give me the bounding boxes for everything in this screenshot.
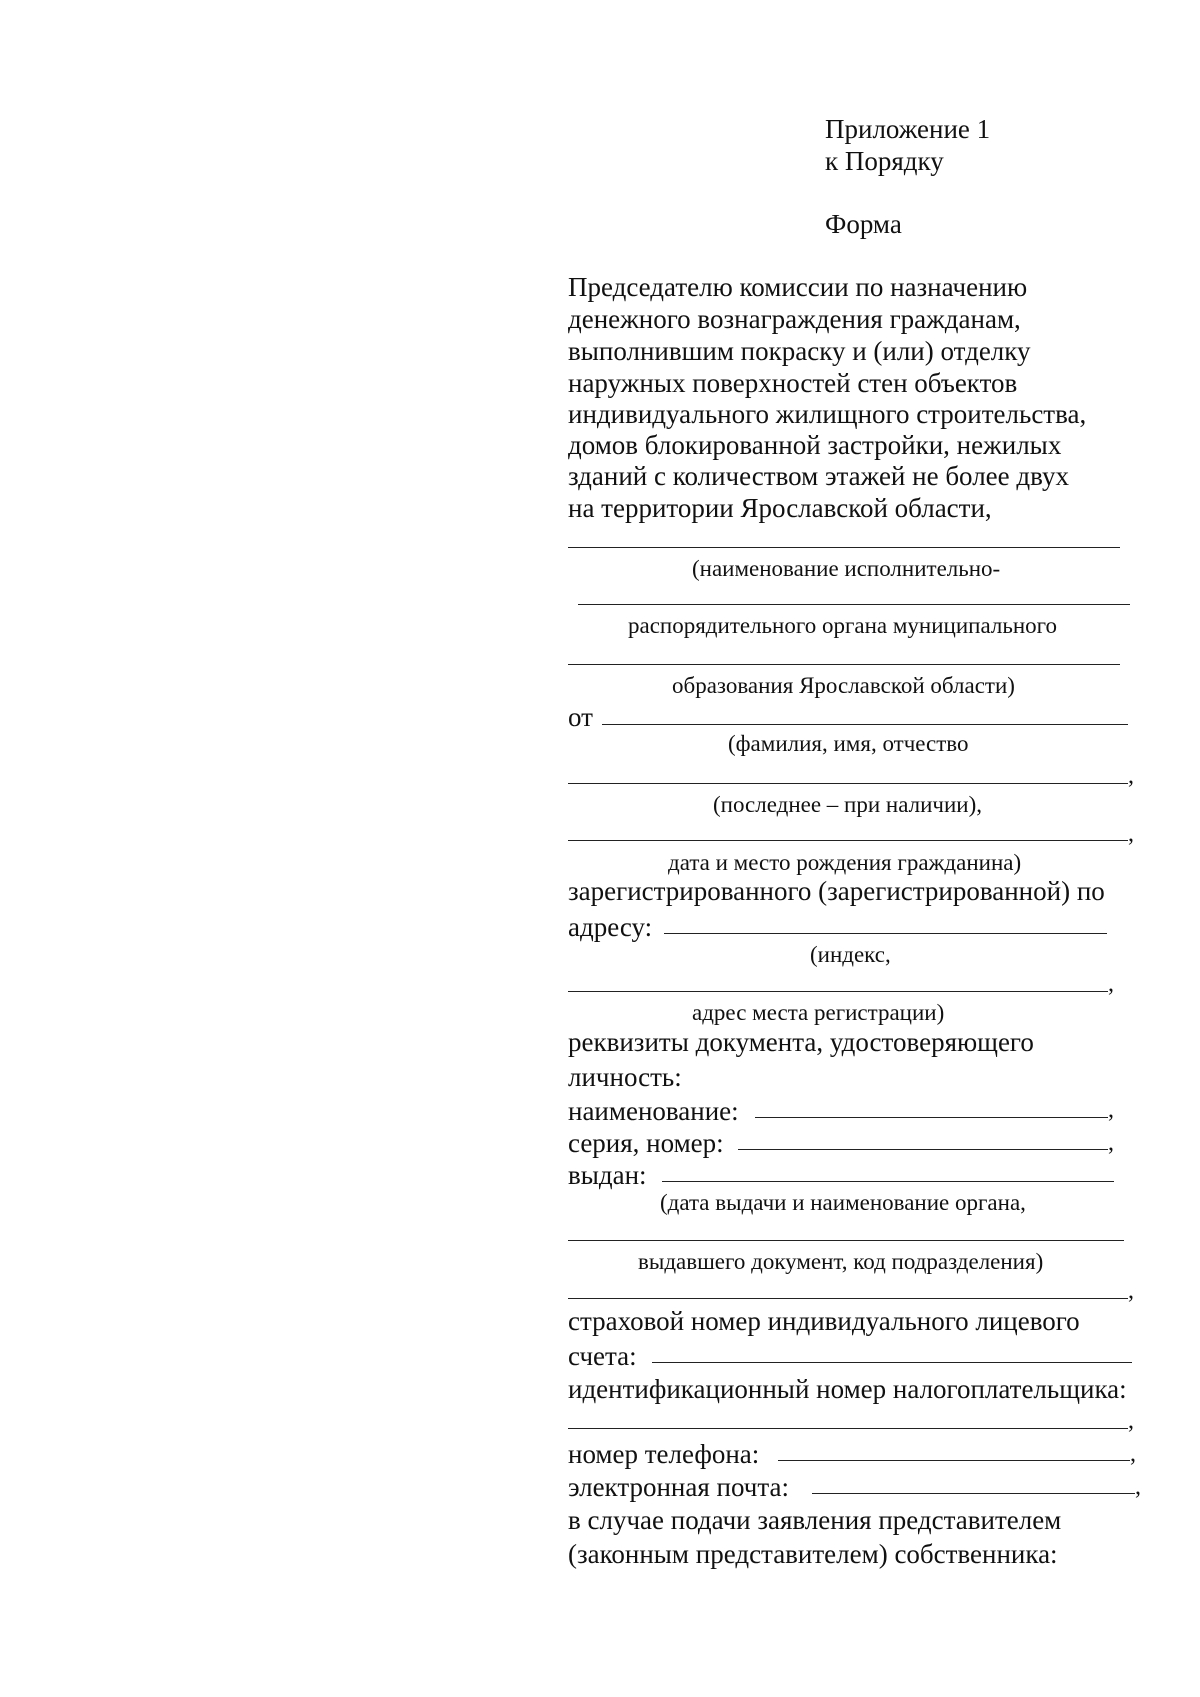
series-label: серия, номер: [568, 1128, 724, 1158]
issued-blank-1[interactable] [662, 1181, 1114, 1182]
organ-hint-3: образования Ярославской области) [672, 673, 1015, 698]
organ-hint-1: (наименование исполнительно- [692, 556, 1001, 581]
addressee-line-8: на территории Ярославской области, [568, 493, 992, 523]
issued-comma: , [1128, 1278, 1134, 1304]
doc-name-blank[interactable] [755, 1117, 1108, 1118]
fio-blank-2[interactable] [568, 783, 1128, 784]
appendix-number: Приложение 1 [825, 114, 991, 144]
phone-blank[interactable] [778, 1460, 1130, 1461]
email-comma: , [1135, 1474, 1141, 1500]
form-label: Форма [825, 209, 902, 239]
addressee-line-3: выполнившим покраску и (или) отделку [568, 336, 1031, 366]
id-doc-line-1: реквизиты документа, удостоверяющего [568, 1027, 1034, 1057]
inn-comma: , [1128, 1408, 1134, 1434]
issued-hint-2: выдавшего документ, код подразделения) [638, 1249, 1044, 1274]
doc-name-label: наименование: [568, 1096, 739, 1126]
issued-hint-1: (дата выдачи и наименование органа, [660, 1190, 1026, 1215]
fio-comma-1: , [1128, 763, 1134, 789]
phone-comma: , [1130, 1441, 1136, 1467]
addressee-line-7: зданий с количеством этажей не более двух [568, 461, 1069, 491]
id-doc-line-2: личность: [568, 1062, 682, 1092]
inn-label: идентификационный номер налогоплательщика: [568, 1374, 1127, 1404]
address-label: адресу: [568, 912, 653, 942]
organ-hint-2: распорядительного органа муниципального [628, 613, 1058, 638]
addressee-line-5: индивидуального жилищного строительства, [568, 399, 1087, 429]
phone-label: номер телефона: [568, 1439, 760, 1469]
issued-blank-3[interactable] [568, 1298, 1128, 1299]
registered-text: зарегистрированного (зарегистрированной) по [568, 876, 1105, 906]
addressee-line-6: домов блокированной застройки, нежилых [568, 430, 1062, 460]
snils-line-2: счета: [568, 1341, 637, 1371]
address-comma: , [1108, 971, 1114, 997]
issued-blank-2[interactable] [568, 1240, 1124, 1241]
email-label: электронная почта: [568, 1472, 789, 1502]
appendix-reference: к Порядку [825, 146, 944, 176]
doc-name-comma: , [1108, 1097, 1114, 1123]
organ-name-blank-2[interactable] [578, 604, 1130, 605]
organ-name-blank-1[interactable] [568, 547, 1120, 548]
addressee-line-4: наружных поверхностей стен объектов [568, 368, 1018, 398]
fio-hint-1: (фамилия, имя, отчество [728, 731, 969, 756]
index-hint: (индекс, [810, 942, 891, 967]
addressee-line-1: Председателю комиссии по назначению [568, 272, 1028, 302]
email-blank[interactable] [812, 1493, 1135, 1494]
birth-blank[interactable] [568, 840, 1128, 841]
fio-hint-2: (последнее – при наличии), [713, 792, 983, 817]
birth-comma: , [1128, 821, 1134, 847]
organ-name-blank-3[interactable] [568, 664, 1120, 665]
addressee-line-2: денежного вознаграждения гражданам, [568, 304, 1021, 334]
from-label: от [568, 702, 593, 732]
fio-blank-1[interactable] [602, 724, 1128, 725]
snils-blank[interactable] [652, 1362, 1132, 1363]
representative-line-1: в случае подачи заявления представителем [568, 1505, 1062, 1535]
address-blank-2[interactable] [568, 991, 1108, 992]
inn-blank[interactable] [568, 1428, 1128, 1429]
series-blank[interactable] [738, 1149, 1108, 1150]
address-hint: адрес места регистрации) [692, 1000, 945, 1025]
birth-hint: дата и место рождения гражданина) [668, 850, 1022, 875]
address-blank-1[interactable] [664, 933, 1107, 934]
snils-line-1: страховой номер индивидуального лицевого [568, 1306, 1080, 1336]
issued-label: выдан: [568, 1160, 647, 1190]
representative-line-2: (законным представителем) собственника: [568, 1539, 1058, 1569]
series-comma: , [1108, 1130, 1114, 1156]
